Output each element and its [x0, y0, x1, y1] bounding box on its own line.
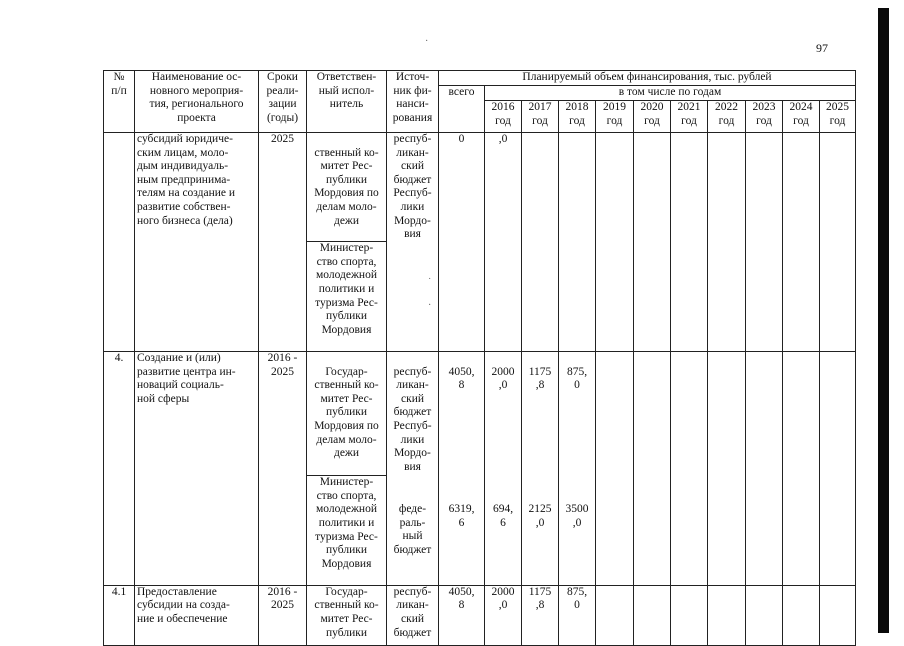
row-y2016 [485, 351, 522, 585]
financing-table [103, 70, 856, 646]
row-y2023 [746, 585, 783, 645]
row-total [439, 351, 485, 585]
row-no: 4. [104, 351, 135, 585]
row-y2020 [634, 133, 671, 352]
header-year-2022: 2022 год [708, 101, 746, 133]
row-executor: Государ- ственный ко- митет Рес- публики [307, 585, 387, 645]
header-executor: Ответствен- ный испол- нитель [307, 71, 387, 133]
row-y2024 [783, 351, 820, 585]
scan-speck: · [425, 36, 429, 47]
row-y2019 [596, 585, 634, 645]
y2018-republican: 875, 0 [566, 365, 588, 392]
y2018-federal: 3500 ,0 [565, 503, 589, 529]
header-year-2021: 2021 год [671, 101, 708, 133]
y2017-federal: 2125 ,0 [528, 503, 552, 529]
scan-speck: · [428, 300, 432, 311]
row-y2017: 1175 ,8 [522, 585, 559, 645]
row-terms: 2025 [259, 133, 307, 352]
row-y2021 [671, 351, 708, 585]
header-year-2016: 2016 год [485, 101, 522, 133]
header-year-2023: 2023 год [746, 101, 783, 133]
row-y2022 [708, 133, 746, 352]
executor-committee: ственный ко- митет Рес- публики Мордовия по делам моло- дежи [314, 146, 379, 227]
y2016-republican: 2000 ,0 [491, 365, 515, 392]
executor-ministry: Министер- ство спорта, молодежной политики и туризма Рес- публики Мордовия [307, 241, 386, 337]
header-year-2020: 2020 год [634, 101, 671, 133]
header-total: всего [439, 86, 485, 133]
header-by-years: в том числе по годам [485, 86, 856, 101]
row-y2021 [671, 133, 708, 352]
header-planned: Планируемый объем финансирования, тыс. рублей [439, 71, 856, 86]
row-y2018 [559, 351, 596, 585]
row-y2023 [746, 351, 783, 585]
row-y2024 [783, 585, 820, 645]
y2017-republican: 1175 ,8 [528, 365, 552, 392]
source-federal: феде- раль- ный бюджет [393, 503, 432, 556]
row-y2021 [671, 585, 708, 645]
row-total: 4050, 8 [439, 585, 485, 645]
source-republican: респуб- ликан- ский бюджет Респуб- лики Мордо- вия [393, 365, 432, 473]
scan-edge-bar [878, 8, 889, 633]
row-no: 4.1 [104, 585, 135, 645]
header-year-2024: 2024 год [783, 101, 820, 133]
row-terms: 2016 - 2025 [259, 585, 307, 645]
table-row [104, 351, 856, 585]
row-y2024 [783, 133, 820, 352]
header-year-2017: 2017 год [522, 101, 559, 133]
row-y2019 [596, 351, 634, 585]
table-row [104, 133, 856, 352]
row-y2020 [634, 351, 671, 585]
row-total: 0 [439, 133, 485, 352]
row-y2022 [708, 351, 746, 585]
row-y2017 [522, 133, 559, 352]
row-source [387, 351, 439, 585]
row-y2022 [708, 585, 746, 645]
row-y2023 [746, 133, 783, 352]
row-y2025 [820, 133, 856, 352]
scan-speck: ˙ [428, 277, 432, 288]
header-name: Наименование ос- новного мероприя- тия, регионального проекта [135, 71, 259, 133]
total-federal: 6319, 6 [448, 503, 475, 529]
row-name: субсидий юридиче- ским лицам, моло- дым индивидуаль- ным предпринима- телям на создание и развитие собствен- ного бизнеса (дела) [135, 133, 259, 352]
row-y2025 [820, 585, 856, 645]
y2016-federal: 694, 6 [492, 503, 514, 529]
total-republican: 4050, 8 [448, 365, 475, 392]
row-y2018 [559, 133, 596, 352]
row-y2018: 875, 0 [559, 585, 596, 645]
row-y2025 [820, 351, 856, 585]
executor-ministry: Министер- ство спорта, молодежной политики и туризма Рес- публики Мордовия [307, 475, 386, 571]
row-executor [307, 351, 387, 585]
header-year-2019: 2019 год [596, 101, 634, 133]
row-terms: 2016 - 2025 [259, 351, 307, 585]
header-year-2018: 2018 год [559, 101, 596, 133]
row-no [104, 133, 135, 352]
row-y2020 [634, 585, 671, 645]
row-name: Предоставление субсидии на созда- ние и обеспечение [135, 585, 259, 645]
row-y2016: ,0 [485, 133, 522, 352]
header-terms: Сроки реали- зации (годы) [259, 71, 307, 133]
header-year-2025: 2025 год [820, 101, 856, 133]
row-name: Создание и (или) развитие центра ин- новаций социаль- ной сферы [135, 351, 259, 585]
row-y2016: 2000 ,0 [485, 585, 522, 645]
page-number: 97 [816, 41, 828, 55]
header-no: № п/п [104, 71, 135, 133]
row-source: респуб- ликан- ский бюджет Респуб- лики Мордо- вия [387, 133, 439, 352]
row-executor [307, 133, 387, 352]
row-y2019 [596, 133, 634, 352]
row-source: респуб- ликан- ский бюджет [387, 585, 439, 645]
table-row [104, 585, 856, 645]
executor-committee: Государ- ственный ко- митет Рес- публики Мордовия по делам моло- дежи [314, 365, 379, 460]
header-source: Источ- ник фи- нанси- рования [387, 71, 439, 133]
row-y2017 [522, 351, 559, 585]
